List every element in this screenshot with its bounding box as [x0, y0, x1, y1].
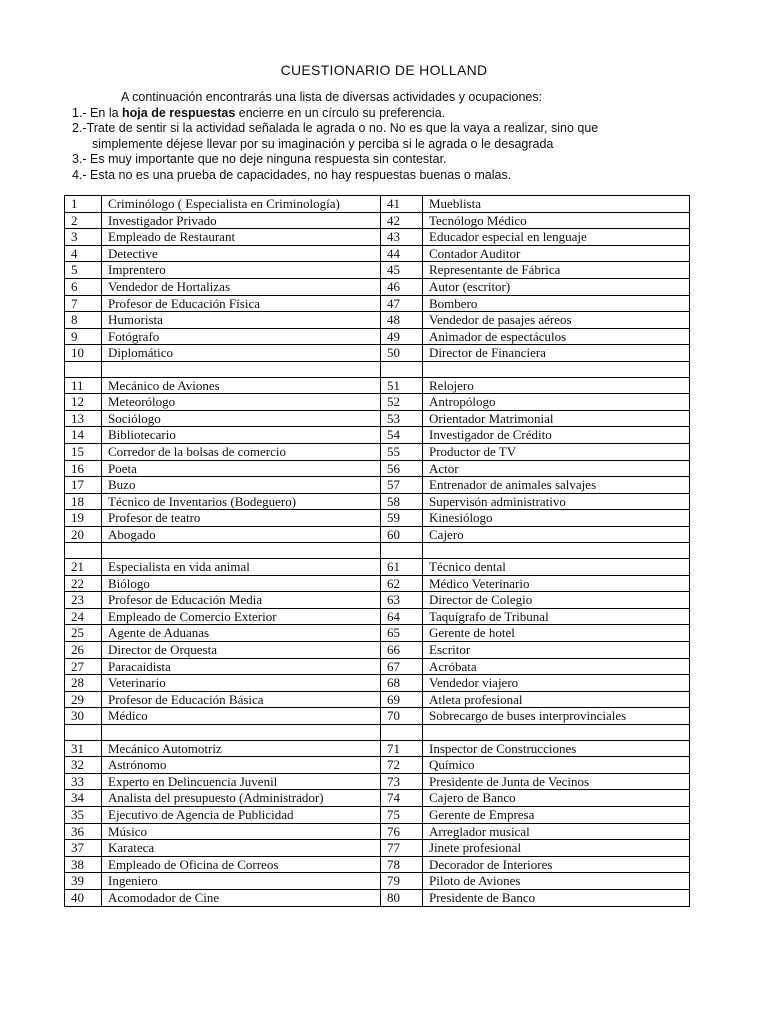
table-row — [65, 262, 690, 279]
occupation-label: Atleta profesional — [423, 691, 690, 708]
item-number: 60 — [381, 526, 423, 543]
table-row — [65, 245, 690, 262]
table-row — [65, 443, 690, 460]
occupation-label: Tecnólogo Médico — [423, 212, 690, 229]
table-row — [65, 229, 690, 246]
occupation-label: Corredor de la bolsas de comercio — [102, 443, 381, 460]
occupation-label: Veterinario — [102, 675, 381, 692]
item-number: 18 — [65, 493, 102, 510]
occupation-label: Inspector de Construcciones — [423, 740, 690, 757]
item-number: 23 — [65, 592, 102, 609]
item-number: 48 — [381, 312, 423, 329]
item-number: 72 — [381, 757, 423, 774]
item-number: 9 — [65, 328, 102, 345]
item-number: 46 — [381, 278, 423, 295]
table-row — [65, 856, 690, 873]
occupation-label: Gerente de hotel — [423, 625, 690, 642]
table-row — [65, 559, 690, 576]
occupation-label: Mecánico Automotriz — [102, 740, 381, 757]
occupation-label: Analista del presupuesto (Administrador) — [102, 790, 381, 807]
item-number: 69 — [381, 691, 423, 708]
occupation-label: Supervisón administrativo — [423, 493, 690, 510]
occupation-label: Empleado de Restaurant — [102, 229, 381, 246]
occupation-label: Buzo — [102, 477, 381, 494]
table-row — [65, 328, 690, 345]
occupation-label: Empleado de Oficina de Correos — [102, 856, 381, 873]
item-number: 11 — [65, 377, 102, 394]
item-number: 10 — [65, 345, 102, 362]
empty-cell — [423, 725, 690, 741]
item-number: 45 — [381, 262, 423, 279]
table-row — [65, 196, 690, 213]
table-row — [65, 592, 690, 609]
occupation-label: Vendedor de pasajes aéreos — [423, 312, 690, 329]
instruction-1 — [72, 106, 712, 122]
item-number: 22 — [65, 575, 102, 592]
occupation-label: Cajero de Banco — [423, 790, 690, 807]
occupation-label: Sobrecargo de buses interprovinciales — [423, 708, 690, 725]
occupations-table-body — [65, 196, 690, 907]
occupation-label: Acróbata — [423, 658, 690, 675]
item-number: 2 — [65, 212, 102, 229]
occupation-label: Experto en Delincuencia Juvenil — [102, 773, 381, 790]
table-row — [65, 708, 690, 725]
instruction-1-prefix: 1.- En la — [72, 105, 123, 120]
occupation-label: Sociólogo — [102, 410, 381, 427]
instructions-intro: A continuación encontrarás una lista de diversas actividades y ocupaciones: — [121, 90, 543, 104]
table-row — [65, 377, 690, 394]
item-number: 54 — [381, 427, 423, 444]
table-row — [65, 477, 690, 494]
item-number: 65 — [381, 625, 423, 642]
empty-cell — [65, 361, 102, 377]
empty-cell — [65, 725, 102, 741]
occupation-label: Entrenador de animales salvajes — [423, 477, 690, 494]
item-number: 50 — [381, 345, 423, 362]
instructions — [72, 90, 712, 183]
occupation-label: Presidente de Junta de Vecinos — [423, 773, 690, 790]
occupation-label: Profesor de Educación Básica — [102, 691, 381, 708]
item-number: 37 — [65, 840, 102, 857]
occupation-label: Profesor de Educación Física — [102, 295, 381, 312]
item-number: 36 — [65, 823, 102, 840]
occupation-label: Detective — [102, 245, 381, 262]
empty-cell — [381, 543, 423, 559]
table-row — [65, 873, 690, 890]
occupation-label: Músico — [102, 823, 381, 840]
item-number: 38 — [65, 856, 102, 873]
occupations-table — [64, 195, 690, 907]
table-row — [65, 675, 690, 692]
item-number: 63 — [381, 592, 423, 609]
occupation-label: Agente de Aduanas — [102, 625, 381, 642]
occupation-label: Investigador de Crédito — [423, 427, 690, 444]
occupation-label: Orientador Matrimonial — [423, 410, 690, 427]
item-number: 77 — [381, 840, 423, 857]
item-number: 53 — [381, 410, 423, 427]
item-number: 78 — [381, 856, 423, 873]
occupation-label: Químico — [423, 757, 690, 774]
item-number: 44 — [381, 245, 423, 262]
occupation-label: Biólogo — [102, 575, 381, 592]
item-number: 47 — [381, 295, 423, 312]
occupation-label: Mecánico de Aviones — [102, 377, 381, 394]
table-row — [65, 889, 690, 906]
table-row — [65, 823, 690, 840]
occupation-label: Relojero — [423, 377, 690, 394]
table-row — [65, 394, 690, 411]
empty-cell — [381, 361, 423, 377]
group-separator-row — [65, 725, 690, 741]
item-number: 32 — [65, 757, 102, 774]
item-number: 16 — [65, 460, 102, 477]
item-number: 8 — [65, 312, 102, 329]
occupation-label: Criminólogo ( Especialista en Criminología) — [102, 196, 381, 213]
item-number: 71 — [381, 740, 423, 757]
table-row — [65, 526, 690, 543]
occupation-label: Animador de espectáculos — [423, 328, 690, 345]
item-number: 33 — [65, 773, 102, 790]
occupation-label: Educador especial en lenguaje — [423, 229, 690, 246]
instruction-1-suffix: encierre en un círculo su preferencia. — [235, 105, 446, 120]
instruction-3: 3.- Es muy importante que no deje ninguna respuesta sin contestar. — [72, 152, 447, 166]
item-number: 41 — [381, 196, 423, 213]
item-number: 61 — [381, 559, 423, 576]
empty-cell — [102, 543, 381, 559]
empty-cell — [102, 361, 381, 377]
occupation-label: Bibliotecario — [102, 427, 381, 444]
occupation-label: Técnico de Inventarios (Bodeguero) — [102, 493, 381, 510]
occupation-label: Profesor de Educación Media — [102, 592, 381, 609]
occupation-label: Paracaidista — [102, 658, 381, 675]
item-number: 58 — [381, 493, 423, 510]
item-number: 79 — [381, 873, 423, 890]
occupation-label: Actor — [423, 460, 690, 477]
occupation-label: Médico — [102, 708, 381, 725]
occupation-label: Cajero — [423, 526, 690, 543]
occupation-label: Fotógrafo — [102, 328, 381, 345]
occupation-label: Acomodador de Cine — [102, 889, 381, 906]
item-number: 20 — [65, 526, 102, 543]
item-number: 7 — [65, 295, 102, 312]
table-row — [65, 345, 690, 362]
table-row — [65, 575, 690, 592]
item-number: 43 — [381, 229, 423, 246]
item-number: 34 — [65, 790, 102, 807]
occupation-label: Profesor de teatro — [102, 510, 381, 527]
item-number: 64 — [381, 608, 423, 625]
occupation-label: Vendedor viajero — [423, 675, 690, 692]
item-number: 73 — [381, 773, 423, 790]
group-separator-row — [65, 543, 690, 559]
occupation-label: Autor (escritor) — [423, 278, 690, 295]
table-row — [65, 773, 690, 790]
item-number: 67 — [381, 658, 423, 675]
occupation-label: Productor de TV — [423, 443, 690, 460]
empty-cell — [65, 543, 102, 559]
table-row — [65, 790, 690, 807]
item-number: 5 — [65, 262, 102, 279]
item-number: 40 — [65, 889, 102, 906]
occupation-label: Director de Colegio — [423, 592, 690, 609]
occupation-label: Director de Orquesta — [102, 642, 381, 659]
occupation-label: Kinesiólogo — [423, 510, 690, 527]
table-row — [65, 460, 690, 477]
occupation-label: Piloto de Aviones — [423, 873, 690, 890]
item-number: 76 — [381, 823, 423, 840]
occupation-label: Escritor — [423, 642, 690, 659]
item-number: 68 — [381, 675, 423, 692]
occupation-label: Karateca — [102, 840, 381, 857]
table-row — [65, 757, 690, 774]
item-number: 66 — [381, 642, 423, 659]
instruction-4: 4.- Esta no es una prueba de capacidades, no hay respuestas buenas o malas. — [72, 167, 512, 182]
occupation-label: Representante de Fábrica — [423, 262, 690, 279]
empty-cell — [381, 725, 423, 741]
item-number: 29 — [65, 691, 102, 708]
item-number: 12 — [65, 394, 102, 411]
occupation-label: Contador Auditor — [423, 245, 690, 262]
item-number: 56 — [381, 460, 423, 477]
empty-cell — [102, 725, 381, 741]
occupation-label: Investigador Privado — [102, 212, 381, 229]
occupation-label: Taquígrafo de Tribunal — [423, 608, 690, 625]
item-number: 55 — [381, 443, 423, 460]
table-row — [65, 295, 690, 312]
table-row — [65, 212, 690, 229]
table-row — [65, 740, 690, 757]
occupation-label: Abogado — [102, 526, 381, 543]
item-number: 57 — [381, 477, 423, 494]
item-number: 24 — [65, 608, 102, 625]
table-row — [65, 642, 690, 659]
occupation-label: Meteorólogo — [102, 394, 381, 411]
empty-cell — [423, 543, 690, 559]
table-row — [65, 493, 690, 510]
occupation-label: Humorista — [102, 312, 381, 329]
occupation-label: Astrónomo — [102, 757, 381, 774]
table-row — [65, 427, 690, 444]
occupation-label: Mueblista — [423, 196, 690, 213]
table-row — [65, 312, 690, 329]
occupation-label: Arreglador musical — [423, 823, 690, 840]
item-number: 19 — [65, 510, 102, 527]
table-row — [65, 806, 690, 823]
item-number: 31 — [65, 740, 102, 757]
occupation-label: Imprentero — [102, 262, 381, 279]
item-number: 3 — [65, 229, 102, 246]
item-number: 25 — [65, 625, 102, 642]
table-row — [65, 840, 690, 857]
item-number: 21 — [65, 559, 102, 576]
table-row — [65, 691, 690, 708]
item-number: 52 — [381, 394, 423, 411]
item-number: 4 — [65, 245, 102, 262]
item-number: 42 — [381, 212, 423, 229]
item-number: 13 — [65, 410, 102, 427]
item-number: 27 — [65, 658, 102, 675]
item-number: 17 — [65, 477, 102, 494]
group-separator-row — [65, 361, 690, 377]
occupation-label: Ejecutivo de Agencia de Publicidad — [102, 806, 381, 823]
occupation-label: Técnico dental — [423, 559, 690, 576]
occupation-label: Vendedor de Hortalizas — [102, 278, 381, 295]
item-number: 35 — [65, 806, 102, 823]
item-number: 28 — [65, 675, 102, 692]
item-number: 62 — [381, 575, 423, 592]
table-row — [65, 410, 690, 427]
item-number: 75 — [381, 806, 423, 823]
table-row — [65, 510, 690, 527]
instruction-2-continued: simplemente déjese llevar por su imaginación y perciba si le agrada o le desagrada — [92, 136, 554, 151]
occupation-label: Antropólogo — [423, 394, 690, 411]
table-row — [65, 658, 690, 675]
occupation-label: Gerente de Empresa — [423, 806, 690, 823]
occupation-label: Poeta — [102, 460, 381, 477]
occupation-label: Ingeniero — [102, 873, 381, 890]
occupation-label: Decorador de Interiores — [423, 856, 690, 873]
item-number: 15 — [65, 443, 102, 460]
item-number: 6 — [65, 278, 102, 295]
item-number: 26 — [65, 642, 102, 659]
table-row — [65, 608, 690, 625]
instruction-1-bold: hoja de respuestas — [122, 105, 236, 120]
occupation-label: Jinete profesional — [423, 840, 690, 857]
occupation-label: Diplomático — [102, 345, 381, 362]
item-number: 30 — [65, 708, 102, 725]
occupation-label: Director de Financiera — [423, 345, 690, 362]
item-number: 49 — [381, 328, 423, 345]
document-title: CUESTIONARIO DE HOLLAND — [280, 62, 488, 78]
item-number: 14 — [65, 427, 102, 444]
item-number: 51 — [381, 377, 423, 394]
occupation-label: Presidente de Banco — [423, 889, 690, 906]
occupation-label: Empleado de Comercio Exterior — [102, 608, 381, 625]
table-row — [65, 625, 690, 642]
table-row — [65, 278, 690, 295]
item-number: 59 — [381, 510, 423, 527]
occupation-label: Médico Veterinario — [423, 575, 690, 592]
item-number: 70 — [381, 708, 423, 725]
occupation-label: Especialista en vida animal — [102, 559, 381, 576]
item-number: 1 — [65, 196, 102, 213]
occupation-label: Bombero — [423, 295, 690, 312]
item-number: 39 — [65, 873, 102, 890]
item-number: 80 — [381, 889, 423, 906]
item-number: 74 — [381, 790, 423, 807]
instruction-2: 2.-Trate de sentir si la actividad señalada le agrada o no. No es que la vaya a realizar, sino que — [72, 121, 599, 135]
empty-cell — [423, 361, 690, 377]
